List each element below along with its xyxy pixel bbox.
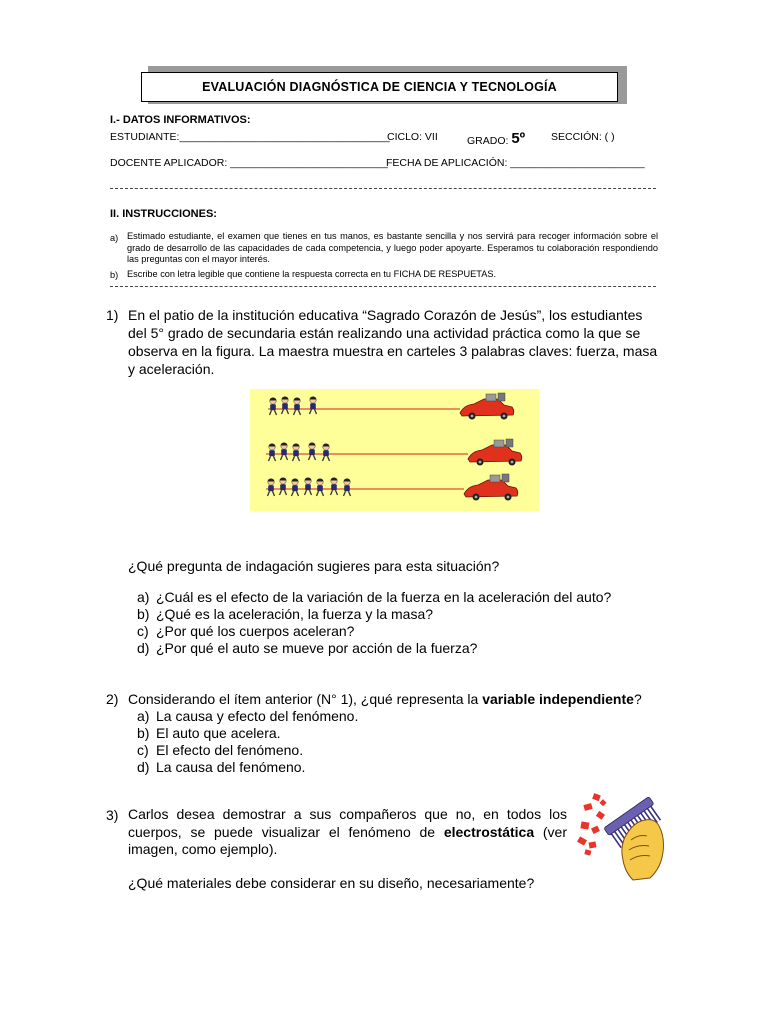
option-text: El efecto del fenómeno.	[156, 742, 304, 758]
estudiante-label: ESTUDIANTE:	[110, 131, 180, 143]
option-row[interactable]	[137, 725, 667, 742]
paper-bit	[583, 803, 592, 811]
option-label: c)	[137, 623, 149, 639]
seccion-field[interactable]: SECCIÓN: ( )	[551, 131, 615, 143]
docente-field[interactable]: ___________________________	[230, 157, 388, 169]
q3-text-end: (ver imagen, como ejemplo).	[128, 823, 567, 857]
option-text: La causa del fenómeno.	[156, 759, 306, 775]
option-text: ¿Por qué el auto se mueve por acción de la fuerza?	[156, 640, 478, 656]
option-text: ¿Qué es la aceleración, la fuerza y la masa?	[156, 606, 434, 622]
q1-prompt: ¿Qué pregunta de indagación sugieres para esta situación?	[128, 558, 500, 574]
paper-bit	[580, 821, 589, 829]
q3-text	[128, 806, 567, 859]
option-row[interactable]	[137, 742, 667, 759]
q2-text-end: ?	[633, 691, 642, 707]
electrostatic-comb-figure	[575, 782, 670, 882]
paper-bit	[577, 836, 587, 845]
instrucciones-heading: II. INSTRUCCIONES:	[110, 208, 217, 220]
option-text: El auto que acelera.	[156, 725, 281, 741]
q2-text	[128, 690, 664, 708]
q1-options	[137, 589, 667, 657]
fecha-row	[386, 157, 645, 169]
ciclo-text: CICLO: VII	[387, 131, 438, 143]
q3-text-bold: electrostática	[443, 823, 535, 840]
option-row[interactable]	[137, 640, 667, 657]
option-row[interactable]	[137, 589, 667, 606]
fecha-field[interactable]: _______________________	[510, 157, 645, 169]
q2-text-start: Considerando el ítem anterior (N° 1), ¿qué representa la	[128, 691, 483, 707]
q3-text-start: Carlos desea demostrar a sus compañeros que no, en todos los cuerpos, se puede visualizar el fenómeno de	[128, 806, 567, 840]
q2-number: 2)	[106, 691, 119, 707]
paper-bit	[584, 849, 591, 855]
q3-number: 3)	[106, 807, 119, 823]
tug-of-war-figure	[250, 389, 539, 511]
option-text: ¿Cuál es el efecto de la variación de la fuerza en la aceleración del auto?	[156, 589, 612, 605]
q3-prompt: ¿Qué materiales debe considerar en su diseño, necesariamente?	[128, 875, 535, 891]
paper-bit	[592, 793, 601, 801]
instruction-b-text: Escribe con letra legible que contiene la respuesta correcta en tu FICHA DE RESPUETAS.	[127, 269, 497, 279]
instruction-a-text: Estimado estudiante, el examen que tienes en tus manos, es bastante sencilla y nos servirá para recoger información sobre el grado de desarrollo de las capacidades de cada competencia, y luego poder apoyarte. Esperamos tu colaboración respondiendo las preguntas con el mayor interés.	[127, 231, 658, 264]
option-text: La causa y efecto del fenómeno.	[156, 708, 359, 724]
q1-text: En el patio de la institución educativa “Sagrado Corazón de Jesús”, los estudiantes del 5° grado de secundaria están realizando una actividad práctica como la que se observa en la figura. La maestra muestra en carteles 3 palabras claves: fuerza, masa y aceleración.	[128, 307, 658, 377]
estudiante-field[interactable]: ____________________________________	[179, 131, 390, 143]
option-row[interactable]	[137, 708, 667, 725]
tug-of-war-illustration	[250, 389, 539, 511]
divider	[110, 188, 656, 189]
option-label: d)	[137, 759, 150, 775]
grado-label: GRADO:	[467, 135, 509, 147]
datos-heading: I.- DATOS INFORMATIVOS:	[110, 114, 251, 126]
instruction-a-label: a)	[110, 233, 119, 243]
option-label: a)	[137, 708, 150, 724]
q2-options	[137, 708, 667, 776]
option-label: a)	[137, 589, 150, 605]
option-label: b)	[137, 606, 150, 622]
grado-value: 5º	[511, 130, 526, 147]
option-row[interactable]	[137, 759, 667, 776]
q2-text-bold: variable independiente	[482, 691, 634, 707]
comb-illustration	[575, 782, 670, 882]
docente-label: DOCENTE APLICADOR:	[110, 157, 228, 169]
option-label: c)	[137, 742, 149, 758]
paper-bit	[599, 799, 606, 806]
divider	[110, 286, 656, 287]
option-row[interactable]	[137, 623, 667, 640]
grado-row	[467, 131, 525, 148]
fecha-label: FECHA DE APLICACIÓN:	[386, 157, 508, 169]
q1-number: 1)	[106, 307, 119, 323]
instruction-b-label: b)	[110, 270, 119, 280]
option-label: d)	[137, 640, 150, 656]
option-text: ¿Por qué los cuerpos aceleran?	[156, 623, 355, 639]
paper-bit	[591, 826, 600, 834]
paper-bit	[596, 811, 605, 820]
option-label: b)	[137, 725, 150, 741]
page-title: EVALUACIÓN DIAGNÓSTICA DE CIENCIA Y TECNOLOGÍA	[141, 72, 618, 102]
paper-bit	[589, 841, 597, 848]
option-row[interactable]	[137, 606, 667, 623]
